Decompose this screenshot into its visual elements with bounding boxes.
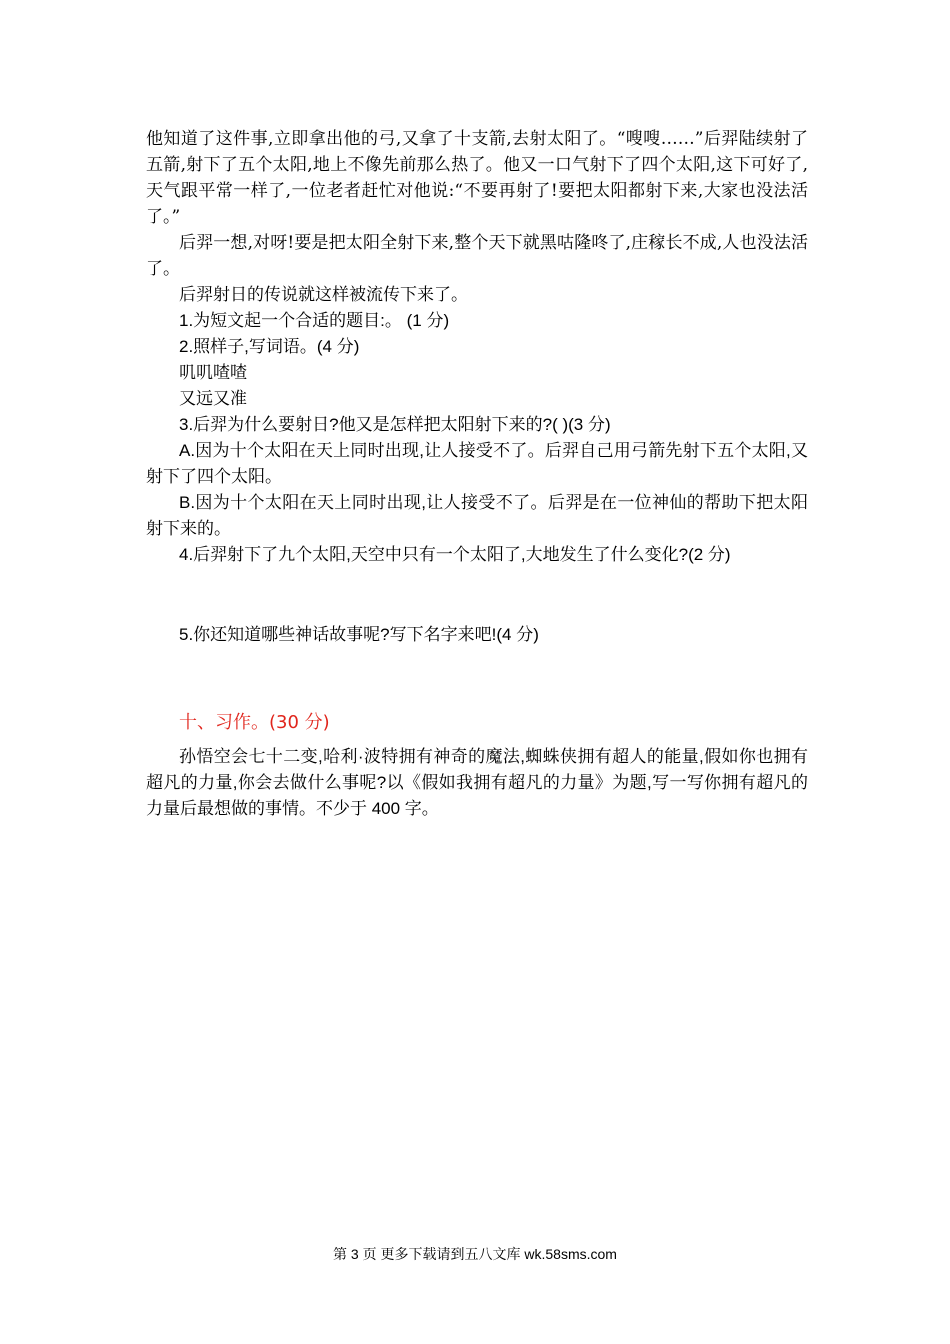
question-2-example-1: 叽叽喳喳: [179, 363, 247, 382]
question-4: 4.后羿射下了九个太阳,天空中只有一个太阳了,大地发生了什么变化?(2 分): [179, 545, 731, 564]
question-3-option-a: A.因为十个太阳在天上同时出现,让人接受不了。后羿自己用弓箭先射下五个太阳,又射下了四个太阳。: [146, 441, 808, 486]
story-paragraph-2: 后羿一想,对呀!要是把太阳全射下来,整个天下就黑咕隆咚了,庄稼长不成,人也没法活了。: [146, 233, 808, 279]
story-paragraph-3: 后羿射日的传说就这样被流传下来了。: [179, 285, 468, 305]
writing-prompt: 孙悟空会七十二变,哈利·波特拥有神奇的魔法,蜘蛛侠拥有超人的能量,假如你也拥有超凡的力量,你会去做什么事呢?以《假如我拥有超凡的力量》为题,写一写你拥有超凡的力量后最想做的事情。不少于 400 字。: [146, 747, 808, 818]
answer-space-q5: [146, 648, 808, 702]
question-5: 5.你还知道哪些神话故事呢?写下名字来吧!(4 分): [179, 625, 539, 644]
question-3: 3.后羿为什么要射日?他又是怎样把太阳射下来的?( )(3 分): [179, 415, 611, 434]
story-paragraph-1: 他知道了这件事,立即拿出他的弓,又拿了十支箭,去射太阳了。“嗖嗖……”后羿陆续射了五箭,射下了五个太阳,地上不像先前那么热了。他又一口气射下了四个太阳,这下可好了,天气跟平常一样了,一位老者赶忙对他说:“不要再射了!要把太阳都射下来,大家也没法活了。”: [146, 129, 808, 227]
page-content: [146, 126, 808, 822]
question-2: 2.照样子,写词语。(4 分): [179, 337, 360, 356]
question-3-option-b: B.因为十个太阳在天上同时出现,让人接受不了。后羿是在一位神仙的帮助下把太阳射下来的。: [146, 493, 808, 538]
question-1: 1.为短文起一个合适的题目:。 (1 分): [179, 311, 450, 330]
page-footer: 第 3 页 更多下载请到五八文库 wk.58sms.com: [333, 1246, 617, 1262]
answer-space-q4: [146, 568, 808, 622]
section-10-title: 十、习作。(30 分): [179, 712, 330, 733]
question-2-example-2: 又远又准: [179, 389, 247, 408]
